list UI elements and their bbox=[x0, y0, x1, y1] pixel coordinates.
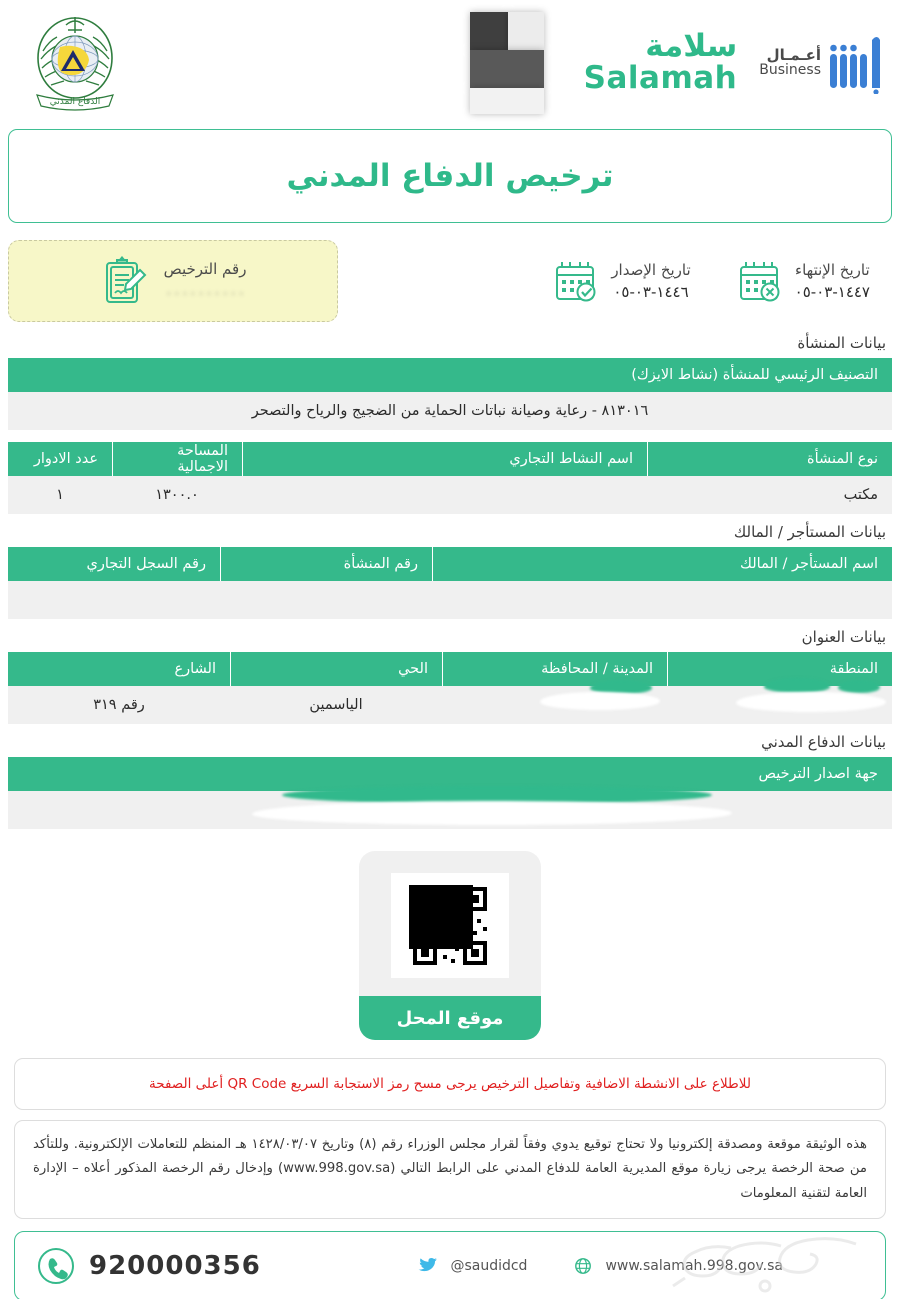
qr-scan-notice bbox=[14, 1058, 886, 1110]
civil-defense-section-label: بيانات الدفاع المدني bbox=[761, 733, 886, 751]
qr-white-frame bbox=[391, 873, 509, 978]
val-street: رقم ٣١٩ bbox=[93, 697, 145, 713]
issue-date-value: ١٤٤٦-٠٣-٠٥ bbox=[613, 283, 689, 301]
footer-website[interactable] bbox=[573, 1257, 783, 1275]
col-total-area: المساحة الاجمالية bbox=[112, 442, 242, 476]
clipboard-pen-icon bbox=[100, 256, 148, 306]
document-footer bbox=[14, 1231, 886, 1299]
val-commercial-registry-number bbox=[8, 581, 220, 619]
expiry-date-label: تاريخ الإنتهاء bbox=[795, 260, 870, 279]
absher-english: Business bbox=[759, 62, 821, 79]
salamah-wordmark bbox=[583, 27, 738, 96]
phone-number: 920000356 bbox=[89, 1251, 261, 1282]
footer-twitter[interactable] bbox=[418, 1257, 527, 1275]
license-info-strip bbox=[8, 237, 892, 325]
phone-icon bbox=[37, 1247, 75, 1285]
col-floors-count: عدد الادوار bbox=[33, 451, 98, 467]
salamah-arabic: سلامة bbox=[645, 27, 738, 64]
col-establishment-number: رقم المنشأة bbox=[220, 547, 432, 581]
license-number-box bbox=[8, 240, 338, 322]
document-header bbox=[0, 0, 900, 125]
address-header-row bbox=[8, 652, 892, 686]
establishment-section-label: بيانات المنشأة bbox=[797, 334, 886, 352]
document-title-card bbox=[8, 129, 892, 223]
col-establishment-type: نوع المنشأة bbox=[647, 442, 892, 476]
owner-value-row bbox=[8, 581, 892, 619]
address-section-label: بيانات العنوان bbox=[801, 628, 886, 646]
val-owner-name bbox=[432, 581, 892, 619]
val-district: الياسمين bbox=[309, 697, 363, 713]
establishment-value-row bbox=[8, 476, 892, 514]
saudi-civil-defense-emblem-icon bbox=[27, 11, 123, 115]
calendar-expiry-icon bbox=[735, 257, 783, 305]
owner-table bbox=[8, 547, 892, 619]
footer-links bbox=[418, 1257, 863, 1275]
electronic-document-disclaimer bbox=[14, 1120, 886, 1219]
issue-date-label: تاريخ الإصدار bbox=[611, 260, 691, 279]
col-street: الشارع bbox=[174, 661, 216, 677]
owner-section-label: بيانات المستأجر / المالك bbox=[733, 523, 886, 541]
shop-location-button[interactable]: موقع المحل bbox=[359, 996, 541, 1040]
qr-redaction-overlay bbox=[409, 885, 473, 949]
redaction-smudge bbox=[764, 678, 830, 693]
twitter-bird-icon bbox=[418, 1257, 438, 1275]
license-number-value: ٠٠٠٠٠٠٠٠٠٠ bbox=[164, 284, 246, 302]
svg-text:الدفاع المدني: الدفاع المدني bbox=[49, 96, 101, 107]
val-commercial-activity-name bbox=[242, 476, 647, 514]
redaction-smudge bbox=[838, 680, 880, 693]
brand-logos bbox=[583, 27, 886, 96]
absher-business-logo bbox=[759, 32, 886, 94]
col-city: المدينة / المحافظة bbox=[442, 652, 667, 686]
license-number-label: رقم الترخيص bbox=[163, 260, 247, 278]
qr-section bbox=[0, 851, 900, 1040]
col-commercial-activity-name: اسم النشاط التجاري bbox=[242, 442, 647, 476]
val-establishment-number bbox=[220, 581, 432, 619]
classification-header-row bbox=[8, 358, 892, 392]
redaction-smudge bbox=[736, 692, 886, 712]
redaction-block bbox=[462, 8, 552, 118]
absher-bars-icon bbox=[828, 32, 886, 94]
classification-value-cell: ٨١٣٠١٦ - رعاية وصيانة نباتات الحماية من الضجيج والرياح والتصحر bbox=[251, 403, 649, 419]
establishment-classification-table bbox=[8, 358, 892, 430]
val-establishment-type: مكتب bbox=[843, 487, 878, 503]
qr-scan-notice-text: للاطلاع على الانشطة الاضافية وتفاصيل الترخيص يرجى مسح رمز الاستجابة السريع QR Code أعلى الصفحة bbox=[149, 1076, 751, 1092]
col-district: الحي bbox=[230, 652, 442, 686]
globe-icon bbox=[573, 1257, 593, 1275]
calendar-issue-icon bbox=[551, 257, 599, 305]
absher-arabic: أعـمـال bbox=[766, 45, 821, 64]
emblem-container bbox=[10, 11, 140, 115]
issue-date-block bbox=[529, 257, 712, 305]
twitter-handle: @saudidcd bbox=[450, 1258, 528, 1275]
col-issuing-authority: جهة اصدار الترخيص bbox=[758, 766, 878, 782]
electronic-document-disclaimer-text: هذه الوثيقة موقعة ومصدقة إلكترونيا ولا تحتاج توقيع يدوي وفقاً لقرار مجلس الوزراء رقم (٨) وتاريخ ١٤٢٨/٠٣/٠٧ هـ المنظم للتعاملات الإلكترونية. وللتأكد من صحة الرخصة يرجى زيارة موقع المديرية العامة للدفاع المدني على الرابط التالي (www.998.gov.sa) وإدخال رقم الرخصة المذكور أعلاه – الإدارة العامة لتقنية المعلومات bbox=[33, 1137, 867, 1201]
redaction-smudge bbox=[252, 801, 732, 825]
page-title: ترخيص الدفاع المدني bbox=[286, 158, 614, 194]
qr-code-icon[interactable] bbox=[409, 885, 491, 967]
salamah-english: Salamah bbox=[583, 59, 738, 96]
establishment-details-table bbox=[8, 442, 892, 514]
qr-card[interactable] bbox=[359, 851, 541, 1040]
absher-text bbox=[759, 47, 821, 79]
redaction-smudge bbox=[540, 692, 660, 710]
expiry-date-text bbox=[795, 259, 870, 304]
expiry-date-block bbox=[713, 257, 892, 305]
civil-defense-table bbox=[8, 757, 892, 829]
address-table bbox=[8, 652, 892, 724]
footer-phone[interactable] bbox=[37, 1247, 261, 1285]
owner-header-row bbox=[8, 547, 892, 581]
col-owner-name: اسم المستأجر / المالك bbox=[432, 547, 892, 581]
val-total-area: ١٣٠٠.٠ bbox=[155, 487, 199, 503]
col-commercial-registry-number: رقم السجل التجاري bbox=[86, 556, 206, 572]
establishment-header-row bbox=[8, 442, 892, 476]
col-region: المنطقة bbox=[667, 652, 892, 686]
expiry-date-value: ١٤٤٧-٠٣-٠٥ bbox=[794, 283, 870, 301]
classification-value-row bbox=[8, 392, 892, 430]
website-url: www.salamah.998.gov.sa bbox=[605, 1258, 783, 1275]
license-number-text bbox=[164, 260, 247, 302]
classification-header-cell: التصنيف الرئيسي للمنشأة (نشاط الايزك) bbox=[631, 367, 878, 383]
issue-date-text bbox=[611, 259, 690, 304]
val-floors-count: ١ bbox=[56, 487, 64, 503]
